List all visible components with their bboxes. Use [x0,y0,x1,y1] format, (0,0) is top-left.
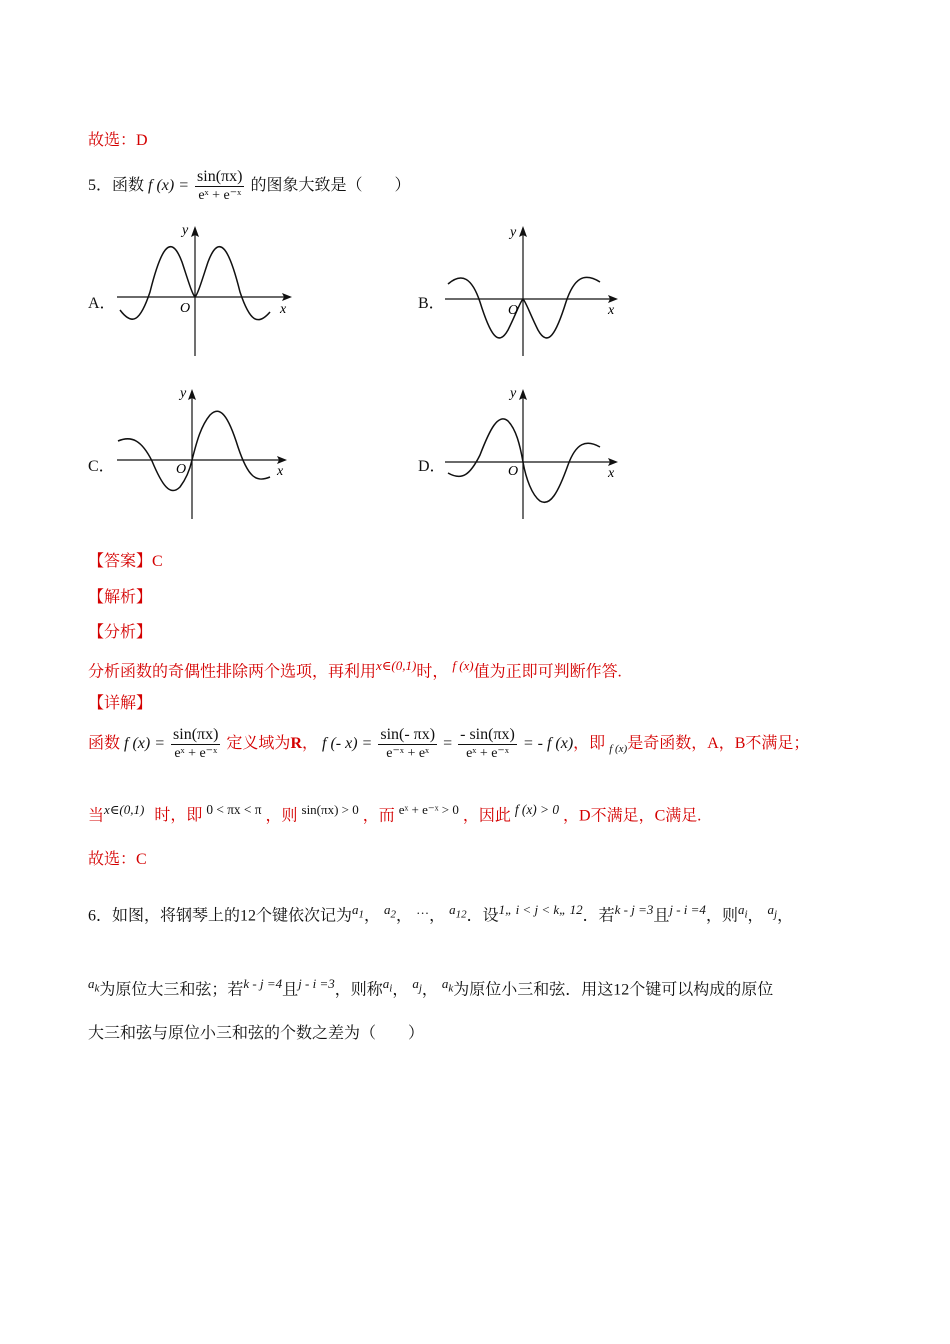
graph-a-y-label: y [182,223,189,238]
prev-answer: 故选：D [88,132,148,149]
q6-ak [88,976,100,995]
d2-a: 当 [88,807,105,825]
q6-cond: 1„ i < j < k„ 12 [498,902,583,917]
q6-ak2 [441,976,454,995]
fenxi-cond: x∈(0,1) [376,658,417,673]
q6-l2-c: 为原位小三和弦．用这12个键可以构成的原位 [453,981,774,999]
q6-sep7: ， [421,981,438,999]
q6-ak-sub: k [94,982,100,995]
q6-aj-sub: j [774,908,778,921]
q6-sep6: ， [392,981,409,999]
d2-ineq4: f (x) > 0 [514,802,560,817]
q6-sep2: ， [396,907,413,925]
d1-num3: - sin(πx) [460,725,515,743]
d1-fx: f (x) = [124,735,166,752]
q6-c3: k - j =4 [243,976,283,991]
q6-ak2-sub: k [448,982,454,995]
q6-ai-sub: i [744,908,748,921]
option-d-label: D． [418,458,446,475]
q6-sep5: ， [777,907,794,925]
q6-a2-sub: 2 [390,908,397,921]
option-c-label: C． [88,458,115,475]
question-5 [88,168,410,205]
fenxi-text-b: 时， [416,663,449,681]
q6-a2-base: a [384,902,391,917]
graph-b-x-label: x [608,303,615,318]
q5-suffix: 的图象大致是（ ） [250,177,411,195]
fenxi-tag: 【分析】 [88,624,153,641]
q6-l1-a: 如图，将钢琴上的12个键依次记为 [112,907,353,925]
d2-f: ，D不满足，C满足. [563,807,702,825]
q6-sep1: ， [364,907,381,925]
d1-den: eˣ + e⁻ˣ [174,745,218,761]
q6-a2 [384,902,397,921]
d1-eq: = [443,735,453,752]
q6-l2-a: 为原位大三和弦；若 [99,981,244,999]
q5-number: 5． [88,177,113,195]
q6-ai2-base: a [382,976,390,991]
q6-c2: j - i =4 [669,902,706,917]
q6-l2-b: ，则称 [334,981,383,999]
graph-option-b [440,222,625,362]
answer-value: C [152,553,163,570]
q6-c1: k - j =3 [614,902,654,917]
graph-b-y-label: y [510,225,517,240]
option-b-label: B． [418,295,445,312]
d1-den3: eˣ + e⁻ˣ [466,745,509,761]
q6-line-2 [88,970,773,1004]
d2-ineq3: eˣ + e⁻ˣ > 0 [398,802,459,817]
q5-numerator: sin(πx) [197,168,243,185]
d2-b: 时，即 [154,807,203,825]
q6-l1-b: ．设 [466,907,499,925]
final-answer: 故选：C [88,851,147,868]
graph-d-origin: O [508,464,519,479]
q6-a1 [352,902,365,921]
detail-line-2 [88,790,701,836]
q6-a1-base: a [352,902,359,917]
q5-denominator: eˣ + e⁻ˣ [198,188,242,203]
graph-option-d [440,385,625,525]
q5-fx: f (x) = [148,177,190,195]
q6-aj [767,902,778,921]
d1-fnx: f (- x) = [322,735,373,752]
q6-ai2-sub: i [389,982,393,995]
q6-c4: j - i =3 [298,976,335,991]
q6-aj-base: a [767,902,775,917]
graph-c-y-label: y [180,386,187,401]
q6-aj2-sub: j [418,982,422,995]
d1-R: R [290,735,302,752]
analysis-tag: 【解析】 [88,589,153,606]
q6-ak-base: a [88,976,95,991]
q6-aj2 [412,976,422,995]
d1-fx2: f (x) [609,743,628,756]
q6-ai2 [382,976,393,995]
q5-fraction [195,168,244,205]
d1-res: = - f (x) [522,735,574,752]
fenxi-text-a: 分析函数的奇偶性排除两个选项，再利用 [88,663,377,681]
fenxi-fx: f (x) [452,658,474,673]
graph-d-x-label: x [608,466,615,481]
q6-and2: 且 [282,981,299,999]
d1-e: 是奇函数，A，B不满足； [627,735,810,752]
d1-num: sin(πx) [173,725,219,743]
graph-option-a [112,222,297,362]
d1-frac2 [378,726,437,763]
q6-ai [737,902,748,921]
fenxi-text [88,656,622,682]
q6-a12 [449,902,467,921]
q5-prefix: 函数 [112,177,145,195]
d1-num2: sin(- πx) [380,725,436,743]
q6-dots: … [416,902,430,917]
q6-a12-base: a [449,902,456,917]
graph-d-y-label: y [510,386,517,401]
graph-c-x-label: x [277,464,284,479]
graph-c-origin: O [176,462,187,477]
answer-line [88,552,163,572]
q6-a1-sub: 1 [358,908,365,921]
d1-b: 定义域为 [226,735,291,752]
graph-option-c [112,385,297,525]
d1-den2: e⁻ˣ + eˣ [386,745,430,761]
d1-frac [171,726,220,763]
d1-a: 函数 [88,735,121,752]
q6-sep4: ， [747,907,764,925]
option-a-label: A． [88,295,116,312]
q6-line-3: 大三和弦与原位小三和弦的个数之差为（ ） [88,1025,425,1042]
q6-l1-c: ．若 [582,907,615,925]
xiangjie-tag: 【详解】 [88,695,153,712]
q6-ak2-base: a [441,976,449,991]
graph-a-origin: O [180,301,191,316]
d2-cond: x∈(0,1) [104,802,145,817]
answer-tag: 【答案】 [88,553,153,570]
q6-aj2-base: a [412,976,419,991]
d1-d: ，即 [573,735,606,752]
d2-ineq2: sin(πx) > 0 [301,802,359,817]
q6-sep3: ， [429,907,446,925]
d2-d: ，而 [362,807,395,825]
d2-e: ，因此 [462,807,511,825]
d2-ineq1: 0 < πx < π [206,802,262,817]
fenxi-text-c: 值为正即可判断作答. [473,663,622,681]
detail-line-1 [88,724,809,769]
q6-number: 6． [88,907,113,925]
q6-l1-d: ，则 [705,907,738,925]
graph-a-x-label: x [280,302,287,317]
d1-c: ， [302,735,319,752]
d2-c: ，则 [265,807,298,825]
q6-ai-base: a [737,902,745,917]
q6-a12-sub: 12 [455,908,467,921]
d1-frac3 [458,726,517,763]
q6-line-1 [88,896,793,930]
graph-b-origin: O [508,303,519,318]
q6-and1: 且 [653,907,670,925]
